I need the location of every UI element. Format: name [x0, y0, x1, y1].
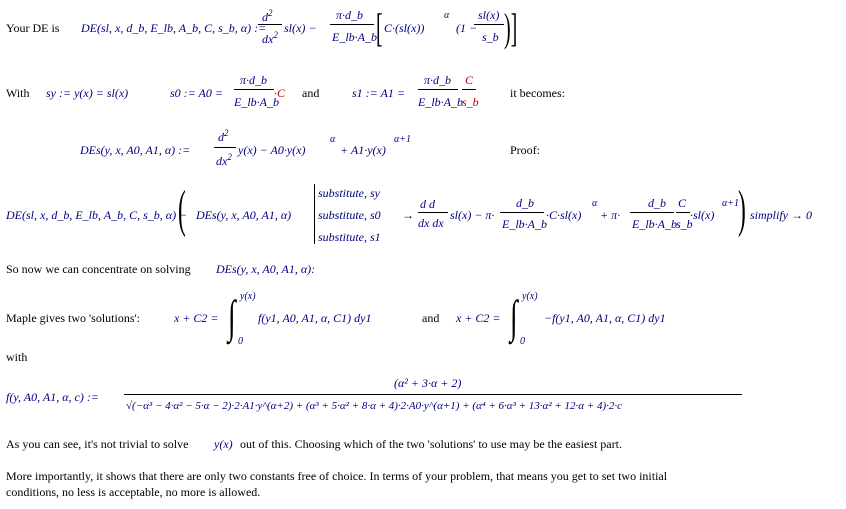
- and-1: and: [302, 86, 320, 100]
- maple-label: Maple gives two 'solutions':: [6, 311, 140, 325]
- proof-label: Proof:: [510, 143, 540, 157]
- dx2-symbol: $dx^2$: [262, 30, 278, 46]
- paragraph-line-1: More importantly, it shows that there are only two constants free of choice. In terms of your problem, that means you get to set two initial: [6, 469, 668, 483]
- paragraph-line-2: conditions, no less is acceptable, no more is allowed.: [6, 485, 261, 499]
- des-definition-lhs: DEs(y, x, A0, A1, α) :=: [80, 143, 191, 157]
- integrand-1: f(y1, A0, A1, α, C1) dy1: [258, 311, 372, 325]
- d2-symbol: $d^2$: [262, 8, 273, 24]
- trivial-text-2: out of this. Choosing which of the two 'solutions' to use may be the easiest part.: [240, 437, 622, 451]
- des-call: DEs(y, x, A0, A1, α): [196, 208, 292, 222]
- sy-definition: sy := y(x) = sl(x): [46, 86, 129, 100]
- yx-expr: y(x): [214, 437, 233, 451]
- substitute-s1: substitute, s1: [318, 230, 381, 244]
- label-with: With: [6, 86, 30, 100]
- sb-den: s_b: [482, 30, 499, 44]
- sl-term: sl(x) −: [284, 21, 317, 35]
- s1-definition: s1 := A1 =: [352, 86, 405, 100]
- proof-lhs: DE(sl, x, d_b, E_lb, A_b, C, s_b, α) −: [6, 208, 188, 222]
- des-rhs: y(x) − A0·y(x): [238, 143, 306, 157]
- substitute-sy: substitute, sy: [318, 186, 380, 200]
- frac-den: E_lb·A_b: [332, 30, 377, 44]
- and-2: and: [422, 311, 440, 325]
- sl-num: sl(x): [478, 8, 500, 22]
- label-your-de: Your DE is: [6, 21, 60, 35]
- bracket-body: C·(sl(x)): [384, 21, 425, 35]
- f-numerator: (α² + 3·α + 2): [394, 376, 462, 390]
- de-definition-lhs: DE(sl, x, d_b, E_lb, A_b, C, s_b, α) :=: [81, 21, 267, 35]
- f-definition-lhs: f(y, A0, A1, α, c) :=: [6, 390, 99, 404]
- frac-num: π·d_b: [336, 8, 364, 22]
- substitute-s0: substitute, s0: [318, 208, 381, 222]
- with-text: with: [6, 350, 28, 364]
- des-expr: DEs(y, x, A0, A1, α):: [216, 262, 316, 276]
- trivial-text-1: As you can see, it's not trivial to solve: [6, 437, 189, 451]
- integral-sign-2: ∫: [510, 291, 518, 342]
- f-denominator: √(−α³ − 4·α² − 5·α − 2)·2·A1·y^(α+2) + (α³ + 5·α² + 8·α + 4)·2·A0·y^(α+1) + (α⁴ + 6·α³ + 13·α² + 12·α + 4)·2·c: [126, 400, 623, 412]
- des-rhs2: + A1·y(x): [340, 143, 386, 157]
- integral-sign-1: ∫: [228, 291, 236, 342]
- integrand-2: −f(y1, A0, A1, α, C1) dy1: [544, 311, 666, 325]
- it-becomes: it becomes:: [510, 86, 565, 100]
- paren-open: (1 −: [456, 21, 478, 35]
- concentrate-text: So now we can concentrate on solving: [6, 262, 191, 276]
- simplify-result: simplify → 0: [750, 208, 812, 222]
- s0-definition: s0 := A0 =: [170, 86, 223, 100]
